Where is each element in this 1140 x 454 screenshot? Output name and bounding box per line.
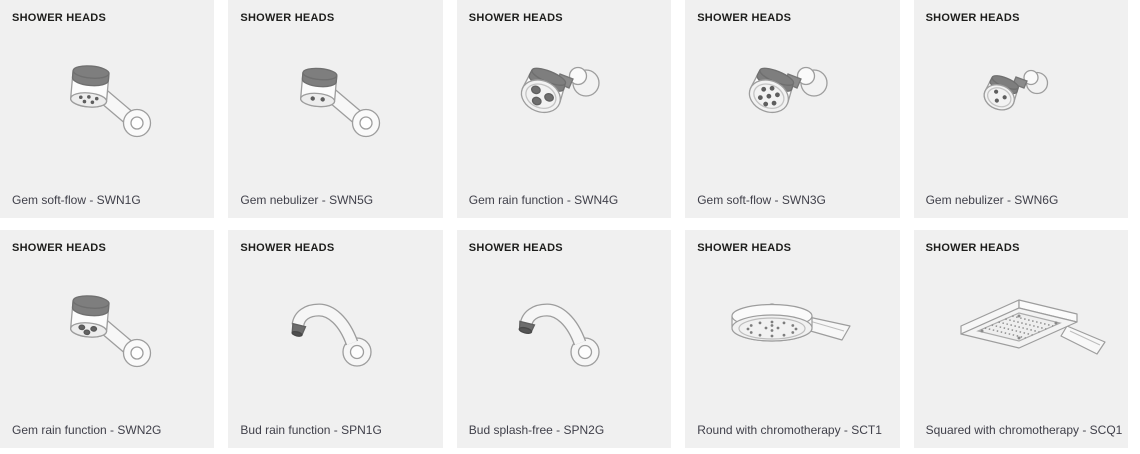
bud-shower-head-curved-arm-icon (457, 230, 671, 448)
product-caption: Gem rain function - SWN2G (12, 423, 162, 437)
gem-shower-head-wall-mount-small-icon (914, 0, 1128, 218)
square-chromotherapy-head-icon (914, 230, 1128, 448)
card-category-label: SHOWER HEADS (240, 242, 335, 254)
product-caption: Gem nebulizer - SWN5G (240, 193, 374, 207)
product-card-swn2g[interactable] (0, 230, 214, 448)
bud-shower-head-curved-arm-icon (228, 230, 442, 448)
product-card-swn6g[interactable] (914, 0, 1128, 218)
gem-shower-head-angled-arm-icon (0, 230, 214, 448)
product-card-swn4g[interactable] (457, 0, 671, 218)
product-card-scq1[interactable] (914, 230, 1128, 448)
product-caption: Gem rain function - SWN4G (468, 193, 619, 207)
product-card-swn1g[interactable] (0, 0, 214, 218)
gem-shower-head-wall-mount-icon (685, 0, 899, 218)
product-caption: Bud rain function - SPN1G (240, 423, 382, 437)
product-caption: Bud splash-free - SPN2G (468, 423, 605, 437)
card-category-label: SHOWER HEADS (925, 12, 1020, 24)
card-category-label: SHOWER HEADS (240, 12, 335, 24)
gem-shower-head-angled-arm-icon (228, 0, 442, 218)
product-card-spn2g[interactable] (457, 230, 671, 448)
product-card-swn5g[interactable] (228, 0, 442, 218)
product-caption: Gem nebulizer - SWN6G (925, 193, 1059, 207)
product-caption: Squared with chromotherapy - SCQ1 (925, 423, 1123, 437)
gem-shower-head-angled-arm-icon (0, 0, 214, 218)
gem-shower-head-wall-mount-icon (457, 0, 671, 218)
card-category-label: SHOWER HEADS (925, 242, 1020, 254)
card-category-label: SHOWER HEADS (468, 12, 563, 24)
product-caption: Gem soft-flow - SWN1G (12, 193, 141, 207)
product-caption: Gem soft-flow - SWN3G (697, 193, 826, 207)
product-card-sct1[interactable] (685, 230, 899, 448)
product-card-spn1g[interactable] (228, 230, 442, 448)
card-category-label: SHOWER HEADS (12, 12, 107, 24)
round-chromotherapy-head-icon (685, 230, 899, 448)
card-category-label: SHOWER HEADS (697, 12, 792, 24)
card-category-label: SHOWER HEADS (697, 242, 792, 254)
card-category-label: SHOWER HEADS (468, 242, 563, 254)
card-category-label: SHOWER HEADS (12, 242, 107, 254)
product-card-swn3g[interactable] (685, 0, 899, 218)
product-caption: Round with chromotherapy - SCT1 (697, 423, 882, 437)
